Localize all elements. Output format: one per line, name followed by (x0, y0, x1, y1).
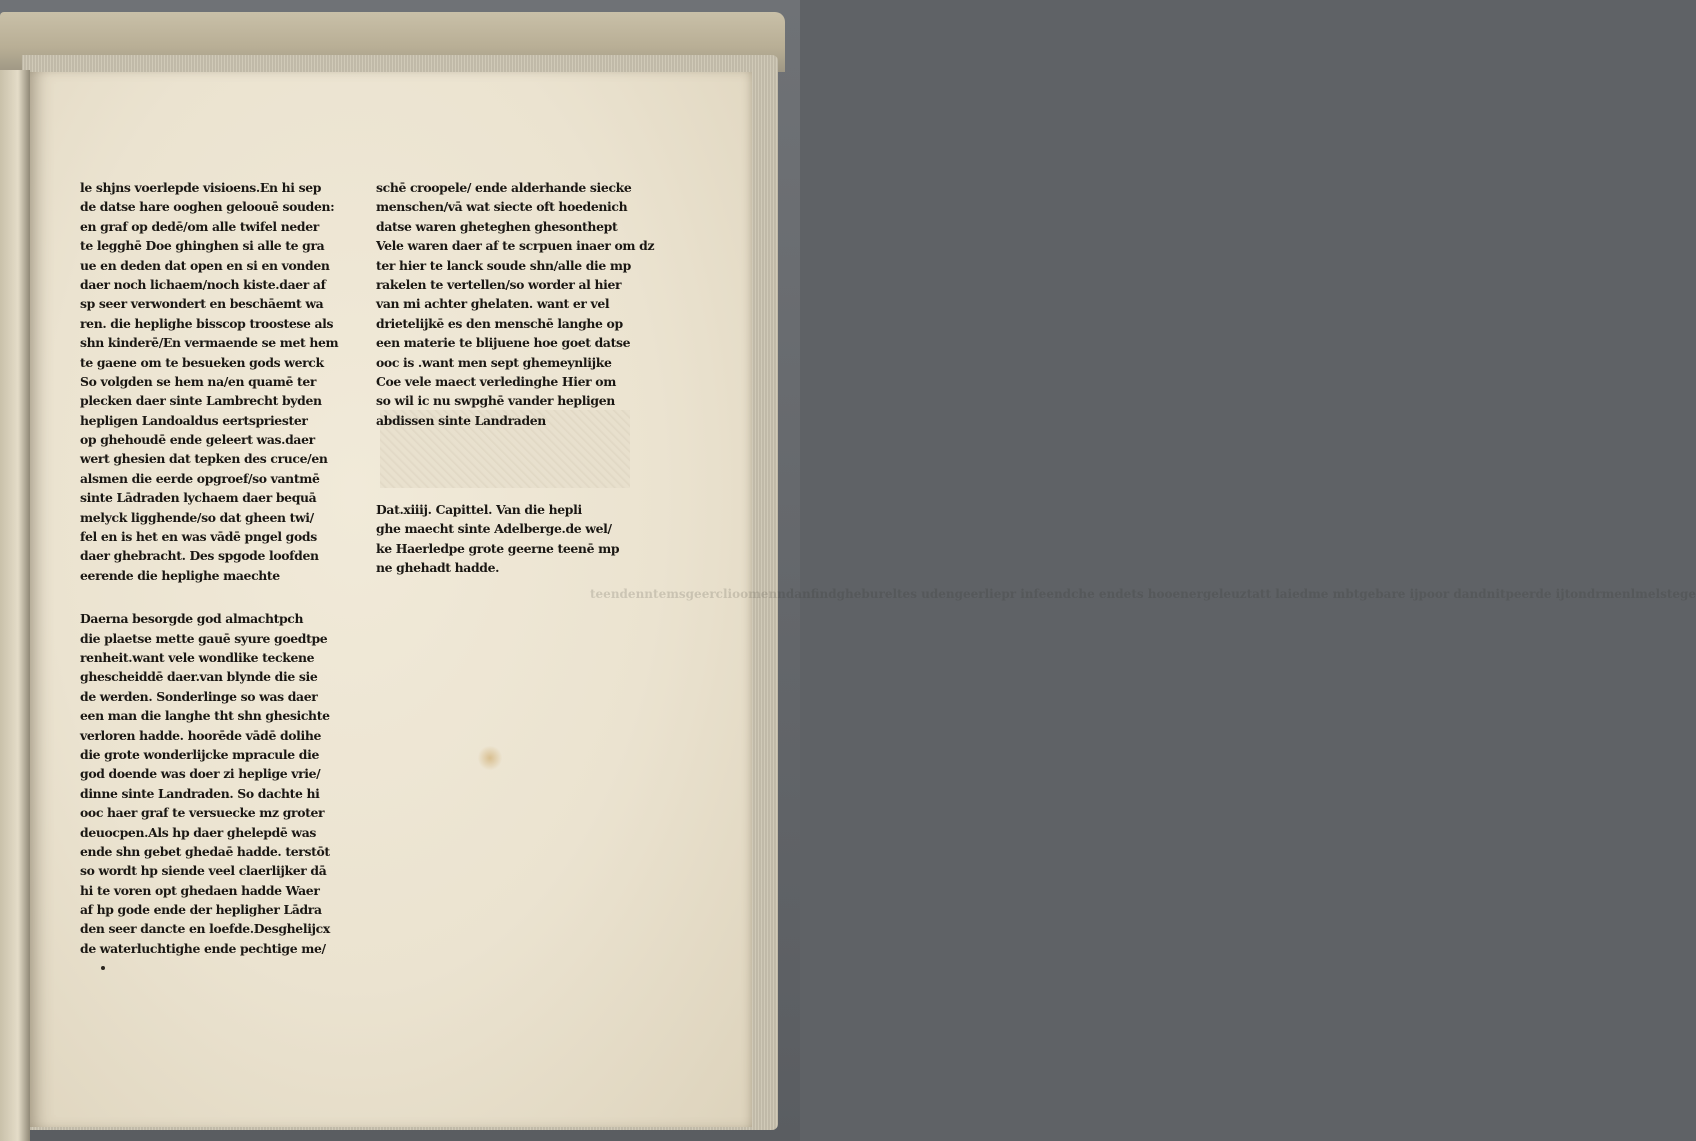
bleed-line: tpeerde ijt (1499, 587, 1571, 601)
right-text-column (376, 178, 655, 578)
text-line: ghescheiddē daer.van blynde die sie (80, 669, 318, 685)
paragraph-gap (80, 585, 360, 609)
bleed-through-text (590, 585, 1696, 945)
text-line: een man die langhe tht shn ghesichte (80, 708, 330, 724)
text-line: abdissen sinte Landraden (376, 412, 546, 428)
text-line: dinne sinte Landraden. So dachte hi (80, 785, 320, 801)
left-text-column (80, 178, 360, 958)
text-line: le shjns voerlepde visioens.En hi sep (80, 180, 322, 195)
chapter-heading-line: ne ghehadt hadde. (376, 560, 500, 576)
text-line: en graf op dedē/om alle twifel neder (80, 218, 319, 234)
bleed-line: r infeend (1009, 587, 1072, 601)
text-line: ooc haer graf te versuecke mz groter (80, 805, 325, 821)
text-line: die grote wonderlijcke mpracule die (80, 746, 319, 762)
bleed-line: geerliep (954, 587, 1010, 601)
text-line: schē croopele/ ende alderhande siecke (376, 180, 632, 195)
text-line: de waterluchtighe ende pechtige me/ (80, 940, 326, 956)
text-line: de werden. Sonderlinge so was daer (80, 688, 318, 704)
text-line: melyck ligghende/so dat gheen twi/ (80, 509, 314, 525)
bleed-line: che ende (1071, 587, 1132, 601)
text-line: Daerna besorgde god almachtpch (80, 611, 304, 627)
text-line: shn kinderē/En vermaende se met hem (80, 335, 339, 351)
bleed-line: dme mbt (1299, 587, 1360, 601)
bleed-line: ntemsge (644, 587, 702, 601)
left-page-edge (0, 70, 30, 1141)
text-line: so wil ic nu swpghē vander hepligen (376, 393, 615, 409)
text-line: hepligen Landoaldus eertspriester (80, 412, 308, 428)
text-line: ooc is .want men sept ghemeynlijke (376, 354, 612, 370)
text-line: daer ghebracht. Des spgode loofden (80, 548, 319, 564)
bleed-line: ghebure (836, 587, 893, 601)
page-stain (478, 745, 502, 771)
text-line: sinte Lādraden lychaem daer bequā (80, 490, 317, 506)
text-line: op ghehoudē ende geleert was.daer (80, 432, 315, 448)
bleed-line: teenden (590, 587, 645, 601)
text-line: plecken daer sinte Lambrecht byden (80, 393, 322, 409)
text-line: deuocpen.Als hp daer ghelepdē was (80, 824, 317, 840)
text-line: van mi achter ghelaten. want er vel (376, 296, 610, 312)
text-line: te legghē Doe ghinghen si alle te gra (80, 238, 325, 254)
text-line: te gaene om te besueken gods werck (80, 354, 324, 370)
ink-dot (101, 966, 105, 970)
bleed-line: ergeleuz (1188, 587, 1247, 601)
bleed-line: ts hooen (1131, 587, 1189, 601)
text-line: ren. die heplighe bisscop troostese als (80, 315, 334, 331)
bleed-line: ltes uden (892, 587, 955, 601)
woodcut-spacer (376, 430, 651, 500)
chapter-heading-line: Dat.xiiij. Capittel. Van die hepli (376, 502, 582, 518)
text-line: die plaetse mette gauē syure goedtpe (80, 630, 328, 646)
text-line: hi te voren opt ghedaen hadde Waer (80, 882, 320, 898)
text-line: alsmen die eerde opgroef/so vantmē (80, 470, 320, 486)
bleed-line: tatt laie (1246, 587, 1300, 601)
bleed-line: ndanfind (777, 587, 837, 601)
text-line: drietelijkē es den menschē langhe op (376, 315, 623, 331)
text-line: so wordt hp siende veel claerlijker dā (80, 863, 327, 879)
chapter-heading-line: ghe maecht sinte Adelberge.de wel/ (376, 521, 612, 537)
text-line: ue en deden dat open en si en vonden (80, 257, 330, 273)
bleed-line: lmelstege (1630, 587, 1696, 601)
text-line: de datse hare ooghen geloouē souden: (80, 199, 335, 215)
text-line: wert ghesien dat tepken des cruce/en (80, 451, 328, 467)
bleed-line: ercli (701, 587, 733, 601)
text-line: verloren hadde. hoorēde vādē dolihe (80, 727, 322, 743)
text-line: Vele waren daer af te scrpuen inaer om dz (376, 238, 655, 254)
text-line: rakelen te vertellen/so worder al hier (376, 276, 622, 292)
text-line: god doende was doer zi heplige vrie/ (80, 766, 321, 782)
text-line: een materie te blijuene hoe goet datse (376, 335, 631, 351)
text-line: af hp gode ende der hepligher Lādra (80, 902, 322, 918)
text-line: So volgden se hem na/en quamē ter (80, 373, 317, 389)
text-line: menschen/vā wat siecte oft hoedenich (376, 199, 628, 215)
text-line: Coe vele maect verledinghe Hier om (376, 373, 616, 389)
bleed-line: oomen (732, 587, 778, 601)
chapter-heading-line: ke Haerledpe grote geerne teenē mp (376, 540, 620, 556)
text-line: ende shn gebet ghedaē hadde. terstōt (80, 843, 330, 859)
text-line: daer noch lichaem/noch kiste.daer af (80, 276, 326, 292)
text-line: eerende die heplighe maechte (80, 567, 280, 583)
text-line: fel en is het en was vādē pngel gods (80, 529, 317, 545)
text-line: renheit.want vele wondlike teckene (80, 649, 315, 665)
text-line: ter hier te lanck soude shn/alle die mp (376, 257, 631, 273)
text-line: den seer dancte en loefde.Desghelijcx (80, 921, 330, 937)
bleed-line: ondrmen (1570, 587, 1631, 601)
bleed-line: oor dandni (1426, 587, 1500, 601)
text-line: sp seer verwondert en beschāemt wa (80, 296, 324, 312)
text-line: datse waren gheteghen ghesonthept (376, 218, 618, 234)
bleed-line: gebare ijp (1359, 587, 1427, 601)
